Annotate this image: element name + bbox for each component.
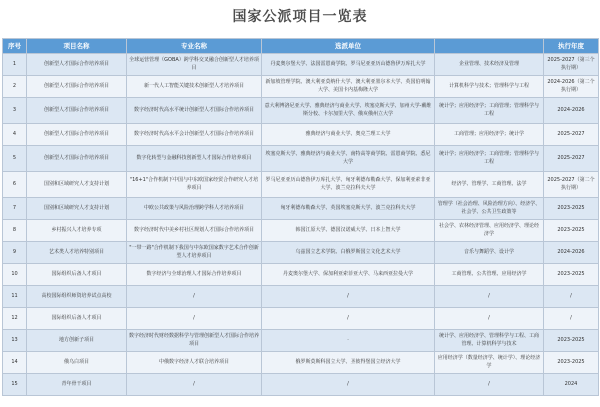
cell-project-name: 高校国际组织师资培养试点高校	[27, 286, 127, 308]
cell-seq: 3	[3, 98, 27, 124]
cell-major-name: 数字经济时代财经数据科学与管理创新型人才国际合作培养项目	[127, 330, 262, 352]
table-row	[3, 374, 599, 396]
cell-units: 雅典经济与商业大学、奥克兰理工大学	[262, 124, 435, 146]
cell-major-name: "一带一路"合作机制下我国与中东欧国家数字艺术合作创新型人才培养项目	[127, 242, 262, 264]
cell-units: 韩国江原大学、德国汉诺威大学、日本上智大学	[262, 220, 435, 242]
table-row	[3, 264, 599, 286]
cell-major-name: 数字化转型与金融科技创新型人才国际合作培养项目	[127, 146, 262, 172]
cell-year: 2023-2025	[544, 264, 599, 286]
cell-fields: 工商管理；应用经济学；统计学	[435, 124, 544, 146]
cell-units: /	[262, 286, 435, 308]
cell-major-name: 数字经济时代中美乡村社区规划人才国际合作培养项目	[127, 220, 262, 242]
cell-major-name: 数字经济与全球治理人才国际合作培养项目	[127, 264, 262, 286]
cell-units: /	[262, 374, 435, 396]
cell-year: 2025-2027	[544, 124, 599, 146]
cell-project-name: 国别和区域研究人才支持计划	[27, 172, 127, 198]
cell-major-name: 中俄数字经济人才联合培养项目	[127, 352, 262, 374]
cell-fields: 管理学（社会治理、风险治理方向）、经济学、社会学、公共卫生政策等	[435, 198, 544, 220]
cell-project-name: 青年骨干项目	[27, 374, 127, 396]
cell-year: 2023-2025	[544, 198, 599, 220]
table-row	[3, 98, 599, 124]
cell-units: 罗马尼亚亚历山德鲁伊万库扎大学、匈牙利德布勒森大学、保加利亚索非亚大学、波兰克拉科夫大学	[262, 172, 435, 198]
table-row	[3, 330, 599, 352]
cell-year: 2024-2026（第二个执行期）	[544, 76, 599, 98]
cell-year: 2023-2025	[544, 352, 599, 374]
cell-fields: 统计学、应用经济学、管理科学与工程、工商管理、计算机科学与技术	[435, 330, 544, 352]
cell-major-name: 全球运营管理（GOBA）跨学科交叉融合创新型人才培养项目	[127, 54, 262, 76]
cell-project-name: 国别和区域研究人才支持计划	[27, 198, 127, 220]
cell-fields: 统计学；应用经济学；工商管理；管理科学与工程	[435, 146, 544, 172]
table-row	[3, 146, 599, 172]
header-year: 执行年度	[544, 39, 599, 54]
cell-major-name: /	[127, 286, 262, 308]
cell-year: 2025-2027（第三个执行期）	[544, 54, 599, 76]
table-row	[3, 54, 599, 76]
cell-fields: /	[435, 286, 544, 308]
cell-project-name: 创新型人才国际合作培养项目	[27, 98, 127, 124]
table-row	[3, 198, 599, 220]
cell-project-name: 艺术类人才培养特别项目	[27, 242, 127, 264]
cell-major-name: 新一代人工智能关键技术创新型人才培养项目	[127, 76, 262, 98]
cell-seq: 6	[3, 172, 27, 198]
cell-seq: 8	[3, 220, 27, 242]
cell-seq: 1	[3, 54, 27, 76]
table-row	[3, 308, 599, 330]
cell-year: 2025-2027	[544, 146, 599, 172]
cell-units: ·	[262, 330, 435, 352]
cell-major-name: 数字经济时代高水平会计创新型人才国际合作培养项目	[127, 124, 262, 146]
cell-fields: 计算机科学与技术；管理科学与工程	[435, 76, 544, 98]
cell-seq: 12	[3, 308, 27, 330]
projects-table	[2, 38, 599, 396]
table-row	[3, 352, 599, 374]
cell-seq: 10	[3, 264, 27, 286]
cell-project-name: 国际组织后备人才项目	[27, 264, 127, 286]
cell-fields: 社会学、农林经济管理、应用经济学、理论经济学	[435, 220, 544, 242]
cell-units: 意大利博洛尼亚大学、雅典经济与商业大学、埃塞克斯大学、加州大学-戴维斯分校、卡尔加里大学、俄亥俄州立大学	[262, 98, 435, 124]
cell-units: /	[262, 308, 435, 330]
cell-seq: 11	[3, 286, 27, 308]
cell-fields: 经济学、管理学、工商管理、法学	[435, 172, 544, 198]
cell-fields: /	[435, 308, 544, 330]
table-row	[3, 76, 599, 98]
cell-year: /	[544, 308, 599, 330]
cell-year: 2023-2025	[544, 220, 599, 242]
cell-year: 2024-2026	[544, 98, 599, 124]
cell-fields: 工商管理、公共管理、应用经济学	[435, 264, 544, 286]
cell-major-name: 中欧公共政策与风险治理跨学科人才培养项目	[127, 198, 262, 220]
cell-year: 2024-2026	[544, 242, 599, 264]
table-row	[3, 172, 599, 198]
header-major-name: 专业名称	[127, 39, 262, 54]
cell-seq: 2	[3, 76, 27, 98]
cell-year: 2024	[544, 374, 599, 396]
cell-major-name: 数字经济时代高水平统计创新型人才国际合作培养项目	[127, 98, 262, 124]
table-header-row	[3, 39, 599, 54]
cell-seq: 7	[3, 198, 27, 220]
cell-major-name: /	[127, 374, 262, 396]
cell-project-name: 乡村振兴人才培养专项	[27, 220, 127, 242]
cell-major-name: /	[127, 308, 262, 330]
header-project-name: 项目名称	[27, 39, 127, 54]
cell-fields: 音乐与舞蹈学、设计学	[435, 242, 544, 264]
table-row	[3, 242, 599, 264]
cell-year: 2025-2027（第二个执行期）	[544, 172, 599, 198]
cell-year: 2023-2025	[544, 330, 599, 352]
cell-major-name: "16+1"合作机制下中国与中东欧国家经贸合作研究人才培养项目	[127, 172, 262, 198]
cell-project-name: 创新型人才国际合作培养项目	[27, 76, 127, 98]
header-fields	[435, 39, 544, 54]
table-row	[3, 220, 599, 242]
cell-project-name: 创新型人才国际合作培养项目	[27, 54, 127, 76]
table-row	[3, 124, 599, 146]
cell-fields: 企业管理、技术经济及管理	[435, 54, 544, 76]
cell-units: 乌兹国立艺术学院、白俄罗斯国立文化艺术大学	[262, 242, 435, 264]
header-units: 选派单位	[262, 39, 435, 54]
cell-units: 匈牙利德布勒森大学、英国埃塞克斯大学、波兰克拉科夫大学	[262, 198, 435, 220]
cell-seq: 14	[3, 352, 27, 374]
cell-project-name: 国际组织后备人才项目	[27, 308, 127, 330]
table-row	[3, 286, 599, 308]
cell-seq: 4	[3, 124, 27, 146]
cell-project-name: 创新型人才国际合作培养项目	[27, 124, 127, 146]
cell-fields: 统计学；应用经济学；工商管理；管理科学与工程	[435, 98, 544, 124]
cell-seq: 13	[3, 330, 27, 352]
cell-fields: 应用经济学（数量经济学、统计学）、理论经济学	[435, 352, 544, 374]
cell-project-name: 地方创新子项目	[27, 330, 127, 352]
cell-year: /	[544, 286, 599, 308]
cell-units: 埃塞克斯大学、雅典经济与商业大学、南特高等商学院、雷恩商学院、悉尼大学	[262, 146, 435, 172]
cell-units: 俄罗斯莫斯科国立大学、圣彼得堡国立经济大学	[262, 352, 435, 374]
cell-project-name: 创新型人才国际合作培养项目	[27, 146, 127, 172]
cell-seq: 5	[3, 146, 27, 172]
cell-units: 丹麦奥尔堡大学、法国雷恩商学院、罗马尼亚亚历山德鲁伊万库扎大学	[262, 54, 435, 76]
cell-seq: 15	[3, 374, 27, 396]
cell-units: 丹麦奥尔堡大学、保加利亚索菲亚大学、马来西亚拉曼大学	[262, 264, 435, 286]
cell-fields: /	[435, 374, 544, 396]
cell-seq: 9	[3, 242, 27, 264]
cell-project-name: 俄乌白项目	[27, 352, 127, 374]
header-seq: 序号	[3, 39, 27, 54]
page-title: 国家公派项目一览表	[232, 9, 368, 25]
cell-units: 新加坡管理学院、澳大利亚莫纳什大学、澳大利亚墨尔本大学、英国伯明翰大学、美国卡内基梅隆大学	[262, 76, 435, 98]
